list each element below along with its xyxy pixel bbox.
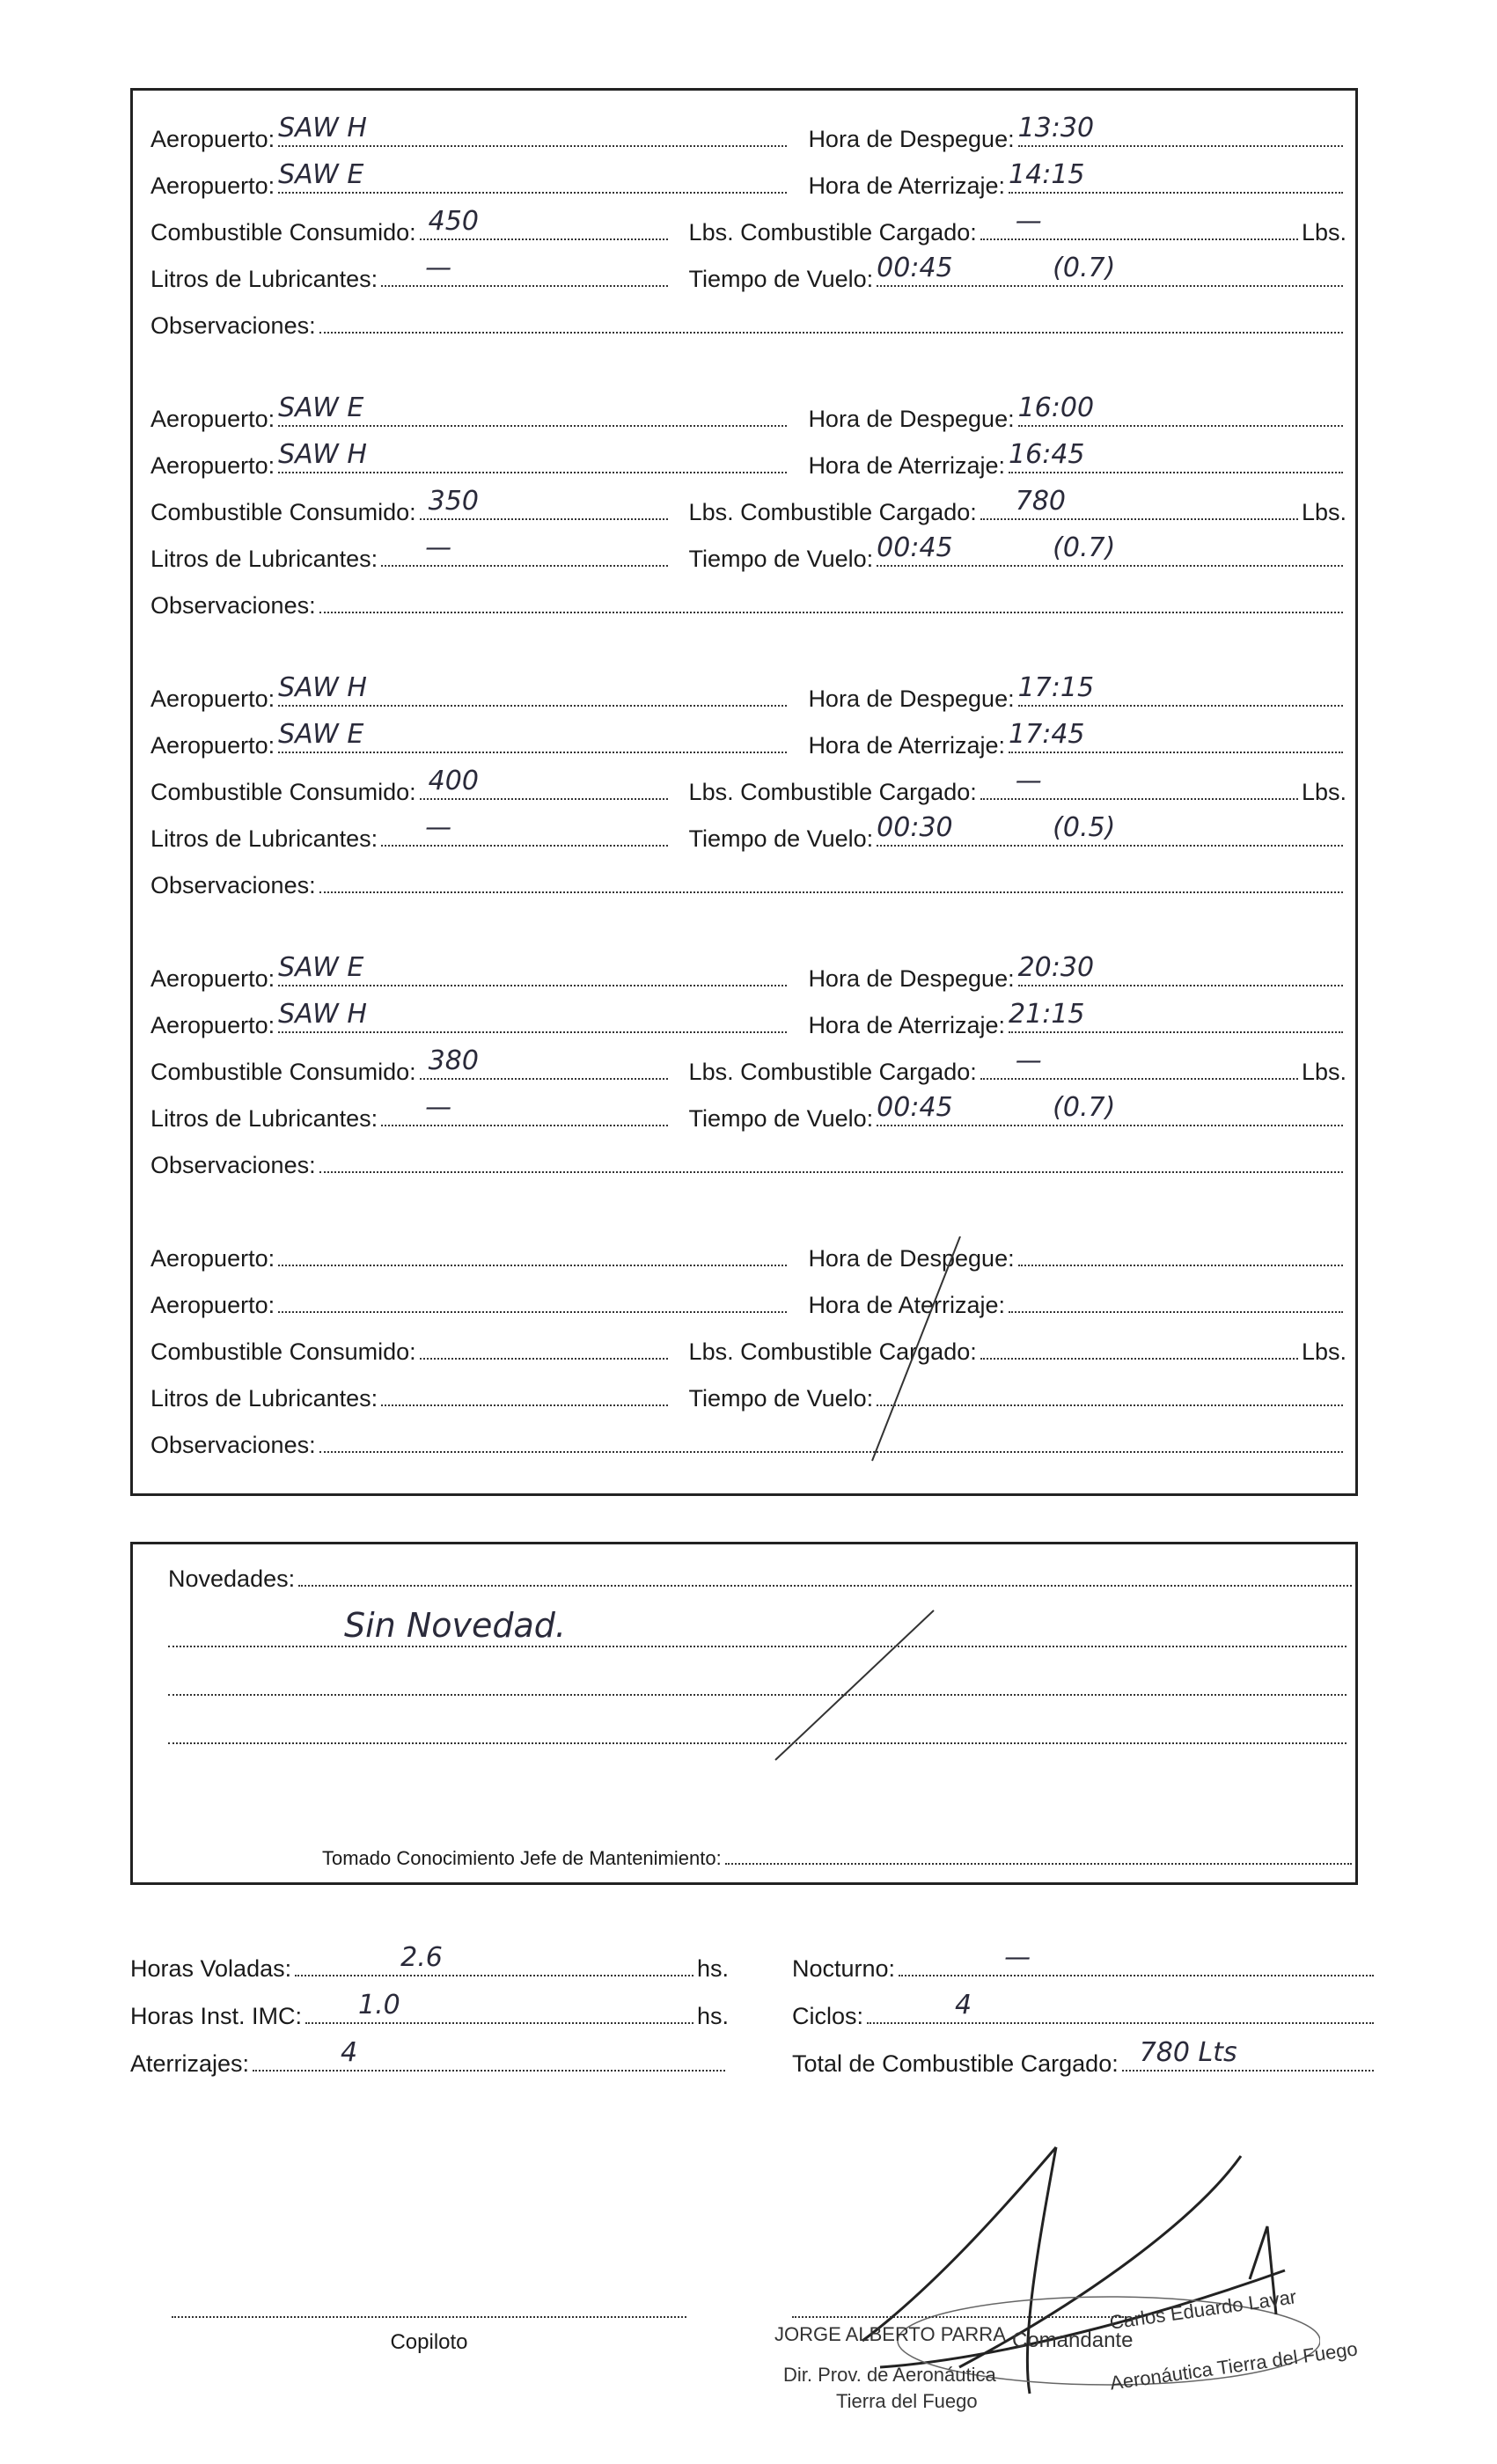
flight-4-observations-label: Observaciones: (150, 1152, 316, 1178)
flight-4-landing-label: Hora de Aterrizaje: (808, 1012, 1006, 1038)
flight-3-takeoff-label: Hora de Despegue: (808, 686, 1015, 712)
flight-2-fuel-loaded-value: 780 (1015, 486, 1066, 517)
flight-1-lubricants-value: — (425, 253, 452, 283)
flight-4-takeoff-label: Hora de Despegue: (808, 965, 1015, 992)
flight-4-lubricants-label: Litros de Lubricantes: (150, 1105, 378, 1132)
flight-3-lubricants-label: Litros de Lubricantes: (150, 825, 378, 852)
flight-2-to-value: SAW H (278, 439, 367, 470)
novedades-strike (767, 1606, 943, 1764)
flight-4-fuel-used-label: Combustible Consumido: (150, 1059, 416, 1085)
flight-log-frame (130, 88, 1358, 1496)
flight-1-takeoff-label: Hora de Despegue: (808, 126, 1015, 152)
flight-1-landing-label: Hora de Aterrizaje: (808, 172, 1006, 199)
hours-flown-unit: hs. (696, 1955, 729, 1982)
novedades-frame (130, 1542, 1358, 1885)
flight-1-fuel-used-value: 450 (428, 206, 479, 237)
commander-name: JORGE ALBERTO PARRA (774, 2323, 1006, 2345)
flight-2-observations-label: Observaciones: (150, 592, 316, 619)
flight-4-fuel-loaded-label: Lbs. Combustible Cargado: (688, 1059, 977, 1085)
novedades-text: Sin Novedad. (344, 1606, 566, 1645)
flight-5-fuel-used-label: Combustible Consumido: (150, 1338, 416, 1365)
flight-3-takeoff-value: 17:15 (1017, 672, 1095, 703)
flight-1-fuel-loaded-label: Lbs. Combustible Cargado: (688, 219, 977, 246)
flight-1-row-4 (150, 253, 1347, 308)
flight-1-observations-label: Observaciones: (150, 312, 316, 339)
flight-5-row-3 (150, 1338, 1347, 1381)
flight-5-observations-label: Observaciones: (150, 1432, 316, 1458)
flight-2-flight-time-label: Tiempo de Vuelo: (688, 546, 874, 572)
flight-1-to-label: Aeropuerto: (150, 172, 275, 199)
flight-1-row-2 (150, 159, 1347, 215)
flight-5-row-4 (150, 1385, 1347, 1427)
flight-3-flight-time-value: 00:30 (877, 812, 953, 843)
flight-3-fuel-loaded-value: — (1015, 766, 1042, 796)
flight-3-to-label: Aeropuerto: (150, 732, 275, 759)
flight-4-row-5 (150, 1152, 1347, 1194)
night-value: — (1004, 1942, 1031, 1973)
flight-5-row-2 (150, 1292, 1347, 1334)
hours-imc-label: Horas Inst. IMC: (130, 2003, 303, 2029)
flight-1-from-label: Aeropuerto: (150, 126, 275, 152)
hours-flown-value: 2.6 (400, 1942, 443, 1973)
cycles-value: 4 (955, 1990, 972, 2020)
flight-1-flight-time-value: 00:45 (877, 253, 953, 283)
flight-1-flight-time-decimal: (0.7) (1053, 253, 1116, 283)
flight-5-landing-label: Hora de Aterrizaje: (808, 1292, 1006, 1318)
stamp-left-line2: Tierra del Fuego (836, 2390, 978, 2412)
flight-5-lbs-unit: Lbs. (1301, 1338, 1347, 1365)
flight-1-row-3 (150, 206, 1347, 261)
flight-3-row-5 (150, 872, 1347, 914)
flight-3-lubricants-value: — (425, 812, 452, 843)
flight-2-landing-label: Hora de Aterrizaje: (808, 452, 1006, 479)
flight-2-fuel-used-value: 350 (428, 486, 479, 517)
flight-5-row-5 (150, 1432, 1347, 1474)
flight-4-from-label: Aeropuerto: (150, 965, 275, 992)
flight-2-fuel-used-label: Combustible Consumido: (150, 499, 416, 525)
novedades-label: Novedades: (168, 1566, 296, 1592)
flight-1-landing-value: 14:15 (1009, 159, 1085, 190)
flight-4-flight-time-value: 00:45 (877, 1092, 953, 1123)
stamp-left-line1: Dir. Prov. de Aeronáutica (783, 2364, 996, 2386)
flight-4-to-label: Aeropuerto: (150, 1012, 275, 1038)
flight-1-row-5 (150, 312, 1347, 355)
flight-1-to-value: SAW E (278, 159, 364, 190)
total-fuel-value: 780 Lts (1139, 2037, 1237, 2068)
flight-5-flight-time-label: Tiempo de Vuelo: (688, 1385, 874, 1412)
flight-3-landing-value: 17:45 (1009, 719, 1085, 750)
flight-3-fuel-used-label: Combustible Consumido: (150, 779, 416, 805)
flight-4-to-value: SAW H (278, 999, 367, 1030)
flight-4-fuel-loaded-value: — (1015, 1045, 1042, 1076)
flight-3-landing-label: Hora de Aterrizaje: (808, 732, 1006, 759)
night-label: Nocturno: (792, 1955, 896, 1982)
flight-1-lbs-unit: Lbs. (1301, 219, 1347, 246)
flight-3-row-2 (150, 719, 1347, 774)
hours-imc-unit: hs. (696, 2003, 729, 2029)
flight-3-row-4 (150, 812, 1347, 868)
stamp-right-line2: Aeronáutica Tierra del Fuego (1108, 2337, 1360, 2394)
flight-2-flight-time-decimal: (0.7) (1053, 532, 1116, 563)
flight-4-lubricants-value: — (425, 1092, 452, 1123)
flight-5-row-1 (150, 1245, 1347, 1287)
flight-3-flight-time-decimal: (0.5) (1053, 812, 1116, 843)
flight-4-row-4 (150, 1092, 1347, 1148)
hours-flown-label: Horas Voladas: (130, 1955, 292, 1982)
flight-4-takeoff-value: 20:30 (1017, 952, 1095, 983)
flight-2-to-label: Aeropuerto: (150, 452, 275, 479)
flight-4-lbs-unit: Lbs. (1301, 1059, 1347, 1085)
flight-1-lubricants-label: Litros de Lubricantes: (150, 266, 378, 292)
flight-4-row-2 (150, 999, 1347, 1054)
flight-2-lubricants-label: Litros de Lubricantes: (150, 546, 378, 572)
flight-3-from-label: Aeropuerto: (150, 686, 275, 712)
landings-label: Aterrizajes: (130, 2050, 250, 2077)
flight-5-from-label: Aeropuerto: (150, 1245, 275, 1272)
hours-imc-value: 1.0 (358, 1990, 400, 2020)
stamp-right-line1: Carlos Eduardo Lavar (1108, 2285, 1298, 2334)
flight-3-lbs-unit: Lbs. (1301, 779, 1347, 805)
flight-3-flight-time-label: Tiempo de Vuelo: (688, 825, 874, 852)
empty-entry-strike (863, 1236, 969, 1465)
flight-2-fuel-loaded-label: Lbs. Combustible Cargado: (688, 499, 977, 525)
flight-2-landing-value: 16:45 (1009, 439, 1085, 470)
flight-3-from-value: SAW H (278, 672, 367, 703)
maintenance-ack-label: Tomado Conocimiento Jefe de Mantenimiento: (322, 1847, 722, 1869)
flight-3-to-value: SAW E (278, 719, 364, 750)
flight-3-observations-label: Observaciones: (150, 872, 316, 898)
flight-3-fuel-used-value: 400 (428, 766, 479, 796)
flight-2-takeoff-label: Hora de Despegue: (808, 406, 1015, 432)
flight-2-lbs-unit: Lbs. (1301, 499, 1347, 525)
flight-1-takeoff-value: 13:30 (1017, 113, 1095, 143)
flight-3-fuel-loaded-label: Lbs. Combustible Cargado: (688, 779, 977, 805)
flight-4-flight-time-label: Tiempo de Vuelo: (688, 1105, 874, 1132)
flight-1-fuel-used-label: Combustible Consumido: (150, 219, 416, 246)
flight-2-from-value: SAW E (278, 392, 364, 423)
flight-3-row-3 (150, 766, 1347, 821)
flight-2-row-5 (150, 592, 1347, 634)
flight-2-takeoff-value: 16:00 (1017, 392, 1095, 423)
flight-5-takeoff-label: Hora de Despegue: (808, 1245, 1015, 1272)
flight-2-lubricants-value: — (425, 532, 452, 563)
flight-5-fuel-loaded-label: Lbs. Combustible Cargado: (688, 1338, 977, 1365)
copilot-caption: Copiloto (390, 2330, 468, 2354)
flight-2-row-4 (150, 532, 1347, 588)
flight-4-from-value: SAW E (278, 952, 364, 983)
flight-1-fuel-loaded-value: — (1015, 206, 1042, 237)
flight-4-fuel-used-value: 380 (428, 1045, 479, 1076)
flight-4-row-3 (150, 1045, 1347, 1101)
flight-2-row-2 (150, 439, 1347, 495)
total-fuel-label: Total de Combustible Cargado: (792, 2050, 1119, 2077)
flight-1-flight-time-label: Tiempo de Vuelo: (688, 266, 874, 292)
flight-2-from-label: Aeropuerto: (150, 406, 275, 432)
cycles-label: Ciclos: (792, 2003, 864, 2029)
flight-4-flight-time-decimal: (0.7) (1053, 1092, 1116, 1123)
commander-caption: Comandante (1012, 2328, 1134, 2352)
flight-1-from-value: SAW H (278, 113, 367, 143)
flight-2-flight-time-value: 00:45 (877, 532, 953, 563)
landings-value: 4 (341, 2037, 358, 2068)
flight-4-landing-value: 21:15 (1009, 999, 1085, 1030)
flight-5-to-label: Aeropuerto: (150, 1292, 275, 1318)
flight-5-lubricants-label: Litros de Lubricantes: (150, 1385, 378, 1412)
flight-2-row-3 (150, 486, 1347, 541)
